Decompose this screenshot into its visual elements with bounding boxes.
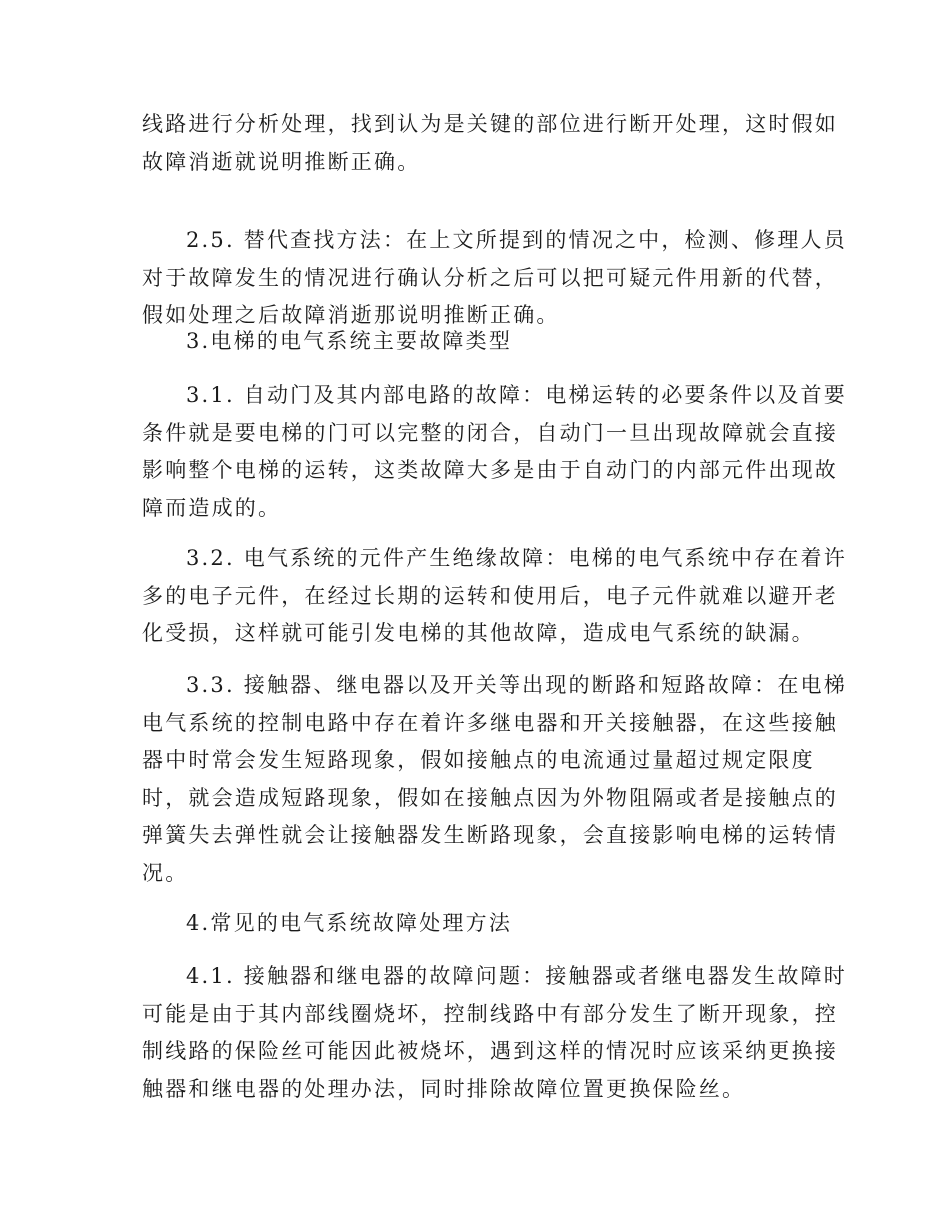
- text-line: 影响整个电梯的运转，这类故障大多是由于自动门的内部元件出现故: [142, 458, 838, 482]
- text-line: 弹簧失去弹性就会让接触器发生断路现象，会直接影响电梯的运转情: [142, 823, 838, 847]
- text-line: 电气系统的控制电路中存在着许多继电器和开关接触器，在这些接触: [142, 710, 838, 735]
- paragraph-4-1-contactor-relay-fault: [142, 958, 847, 1108]
- text-line: 条件就是要电梯的门可以完整的闭合，自动门一旦出现故障就会直接: [142, 420, 838, 445]
- text-line: 线路进行分析处理，找到认为是关键的部位进行断开处理，这时假如: [142, 112, 838, 136]
- text-line: 可能是由于其内部线圈烧坏，控制线路中有部分发生了断开现象，控: [142, 1001, 838, 1026]
- text-line: 触器和继电器的处理办法，同时排除故障位置更换保险丝。: [142, 1076, 746, 1101]
- text-line: 对于故障发生的情况进行确认分析之后可以把可疑元件用新的代替，: [142, 265, 838, 290]
- text-line: 多的电子元件，在经过长期的运转和使用后，电子元件就难以避开老: [142, 583, 838, 608]
- text-line: 3.2. 电气系统的元件产生绝缘故障：电梯的电气系统中存在着许: [186, 546, 847, 570]
- text-line: 故障消逝就说明推断正确。: [142, 149, 421, 174]
- section-heading: 4.常见的电气系统故障处理方法: [186, 911, 513, 935]
- heading-4-handling-methods: [142, 905, 822, 943]
- text-line: 2.5. 替代查找方法：在上文所提到的情况之中，检测、修理人员: [186, 228, 847, 252]
- text-line: 4.1. 接触器和继电器的故障问题：接触器或者继电器发生故障时: [186, 964, 847, 988]
- paragraph-3-2-insulation-fault: [142, 540, 847, 653]
- paragraph-2-5-substitution-method: [142, 222, 847, 335]
- text-line: 3.3. 接触器、继电器以及开关等出现的断路和短路故障：在电梯: [186, 673, 847, 697]
- text-line: 假如处理之后故障消逝那说明推断正确。: [142, 303, 560, 327]
- text-line: 器中时常会发生短路现象，假如接触点的电流通过量超过规定限度: [142, 748, 815, 772]
- text-line: 制线路的保险丝可能因此被烧坏，遇到这样的情况时应该采纳更换接: [142, 1039, 838, 1063]
- section-heading: 3.电梯的电气系统主要故障类型: [186, 329, 513, 353]
- text-line: 3.1. 自动门及其内部电路的故障：电梯运转的必要条件以及首要: [186, 383, 847, 407]
- text-line: 障而造成的。: [142, 495, 282, 520]
- paragraph-3-3-contactor-relay-switch: [142, 667, 847, 892]
- text-line: 时，就会造成短路现象，假如在接触点因为外物阻隔或者是接触点的: [142, 785, 838, 810]
- paragraph-3-1-automatic-door: [142, 377, 847, 527]
- text-line: 况。: [142, 860, 189, 885]
- heading-3-fault-types: [142, 323, 822, 361]
- text-line: 化受损，这样就可能引发电梯的其他故障，造成电气系统的缺漏。: [142, 621, 815, 645]
- paragraph-fault-isolation-continued: [142, 106, 838, 181]
